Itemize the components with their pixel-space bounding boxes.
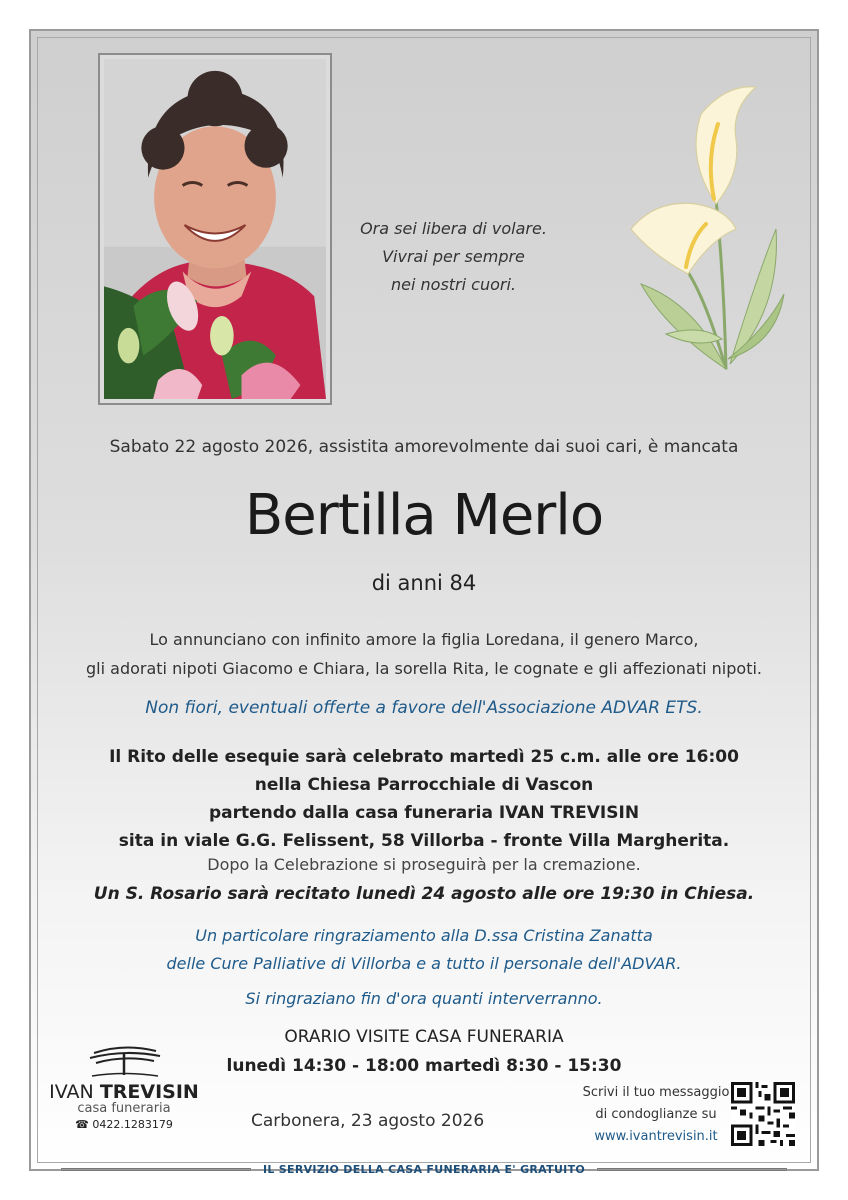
footer [31,1160,817,1178]
family-announcement [31,625,817,683]
general-thanks: Si ringraziano fin d'ora quanti interverranno. [245,989,603,1008]
thanks-line-2: delle Cure Palliative di Villorba e a tutto il personale dell'ADVAR. [166,954,682,973]
funeral-home-logo [49,1041,199,1131]
visiting-hours-title: ORARIO VISITE CASA FUNERARIA [284,1027,564,1047]
funeral-details [31,743,817,855]
portrait-photo [98,53,332,405]
calla-lily-illustration [606,79,786,379]
logo-name [49,1081,199,1103]
phone-icon: ☎ [75,1118,89,1131]
condolences-line-1: Scrivi il tuo messaggio [582,1085,730,1100]
poem [341,215,566,299]
thanks-line-1: Un particolare ringraziamento alla D.ssa Cristina Zanatta [195,926,653,945]
logo-phone [49,1118,199,1131]
poem-line-3: nei nostri cuori. [391,275,516,294]
footer-rule-right [597,1168,787,1171]
place-and-date: Carbonera, 23 agosto 2026 [251,1111,485,1131]
funeral-line-1: Il Rito delle esequie sarà celebrato martedì 25 c.m. alle ore 16:00 [109,747,739,767]
portrait-image [104,59,326,399]
family-line-2: gli adorati nipoti Giacomo e Chiara, la sorella Rita, le cognate e gli affezionati nipoti. [86,659,762,678]
logo-subtitle: casa funeraria [77,1101,171,1116]
no-flowers-note: Non fiori, eventuali offerte a favore dell'Associazione ADVAR ETS. [145,698,703,718]
visiting-hours-times: lunedì 14:30 - 18:00 martedì 8:30 - 15:30 [226,1056,622,1076]
condolences-info [571,1082,741,1148]
cremation-note: Dopo la Celebrazione si proseguirà per la cremazione. [207,855,641,874]
rosary-note: Un S. Rosario sarà recitato lunedì 24 agosto alle ore 19:30 in Chiesa. [93,884,755,904]
obituary-sheet [29,29,819,1176]
family-line-1: Lo annunciano con infinito amore la figlia Loredana, il genero Marco, [149,630,699,649]
special-thanks [31,922,817,978]
logo-name-light: IVAN [49,1081,100,1103]
funeral-line-3: partendo dalla casa funeraria IVAN TREVISIN [208,803,640,823]
phone-number: 0422.1283179 [92,1118,173,1131]
condolences-line-2: di condoglianze su [595,1107,717,1122]
logo-name-bold: TREVISIN [99,1081,199,1103]
website-link[interactable]: www.ivantrevisin.it [594,1129,718,1144]
poem-line-1: Ora sei libera di volare. [360,219,547,238]
death-announcement: Sabato 22 agosto 2026, assistita amorevolmente dai suoi cari, è mancata [109,437,739,457]
funeral-line-4: sita in viale G.G. Felissent, 58 Villorba - fronte Villa Margherita. [118,831,730,851]
funeral-line-2: nella Chiesa Parrocchiale di Vascon [254,775,594,795]
tree-logo-icon [84,1041,164,1079]
footer-rule-left [61,1168,251,1171]
footer-text: IL SERVIZIO DELLA CASA FUNERARIA E' GRATUITO [262,1162,586,1176]
deceased-name: Bertilla Merlo [244,483,604,548]
deceased-age: di anni 84 [371,571,477,595]
poem-line-2: Vivrai per sempre [382,247,525,266]
qr-code-icon[interactable] [731,1082,795,1146]
